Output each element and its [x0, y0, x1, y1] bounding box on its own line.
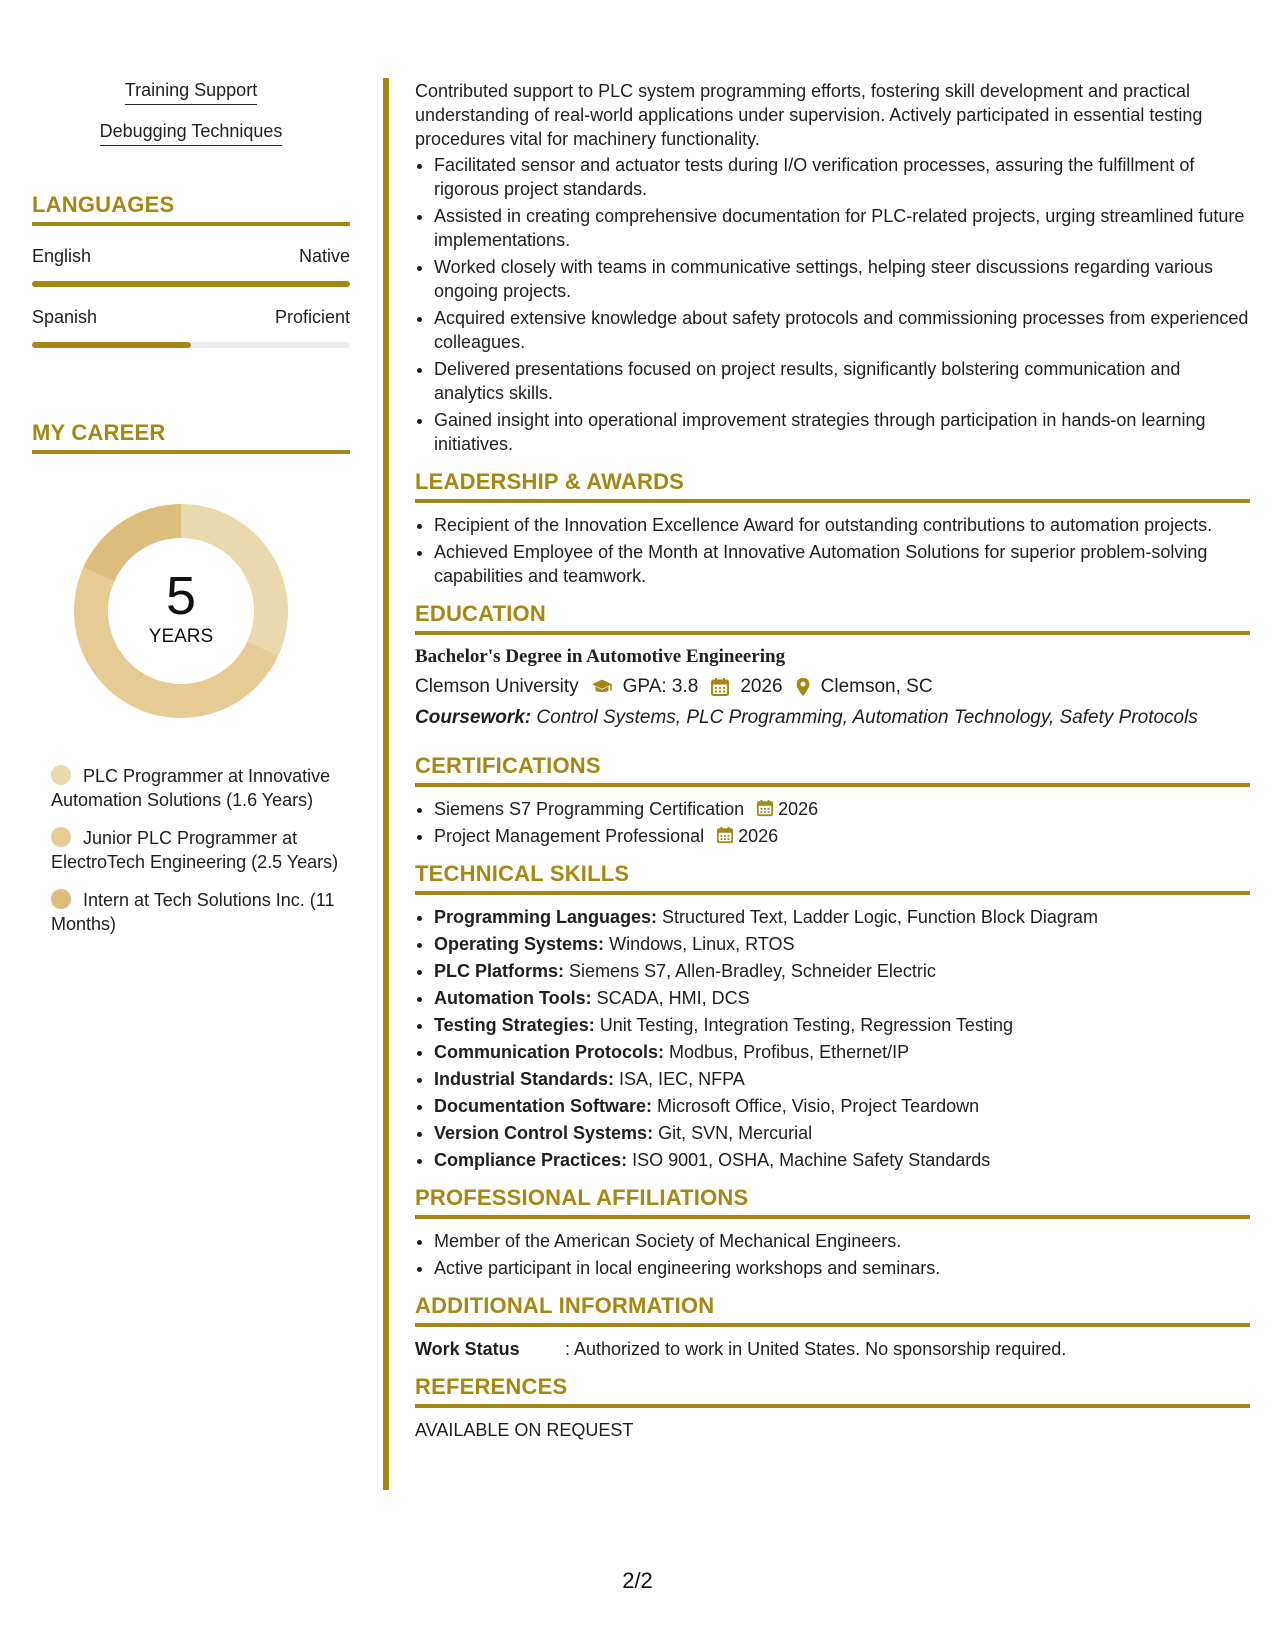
career-legend — [32, 764, 341, 936]
work-status-label: Work Status — [415, 1339, 520, 1359]
calendar-icon — [710, 677, 730, 697]
references-heading: REFERENCES — [415, 1375, 1250, 1408]
list-item: • Assisted in creating comprehensive documentation for PLC-related projects, urging streamlined future implementations. — [434, 204, 1250, 252]
language-level: Proficient — [274, 307, 350, 327]
education-year: 2026 — [740, 676, 783, 697]
legend-dot — [51, 765, 71, 785]
skill-item: • Automation Tools: SCADA, HMI, DCS — [434, 986, 1250, 1010]
list-item: • Member of the American Society of Mechanical Engineers. — [434, 1229, 1250, 1253]
skill-item: Debugging Techniques — [32, 121, 350, 146]
skill-item: Training Support — [32, 80, 350, 105]
list-item: • Facilitated sensor and actuator tests during I/O verification processes, assuring the fulfillment of rigorous project standards. — [434, 153, 1250, 201]
calendar-icon — [756, 799, 774, 817]
languages-heading: LANGUAGES — [32, 192, 350, 226]
calendar-icon — [716, 826, 734, 844]
work-status-row — [415, 1337, 1250, 1361]
skill-item: • PLC Platforms: Siemens S7, Allen-Bradley, Schneider Electric — [434, 959, 1250, 983]
leadership-list — [415, 513, 1250, 588]
education-gpa: GPA: 3.8 — [622, 676, 699, 697]
education-location: Clemson, SC — [820, 676, 933, 697]
language-name: English — [32, 246, 92, 266]
certifications-list — [415, 797, 1250, 848]
technical-skills-heading: TECHNICAL SKILLS — [415, 862, 1250, 895]
skill-item: • Version Control Systems: Git, SVN, Mercurial — [434, 1121, 1250, 1145]
education-degree: Bachelor's Degree in Automotive Engineering — [415, 646, 786, 667]
certification-item: • Project Management Professional 2026 — [434, 824, 1250, 848]
skill-item: • Communication Protocols: Modbus, Profibus, Ethernet/IP — [434, 1040, 1250, 1064]
list-item: • Recipient of the Innovation Excellence Award for outstanding contributions to automation projects. — [434, 513, 1250, 537]
technical-skills-list — [415, 905, 1250, 1172]
experience-summary: Contributed support to PLC system programming efforts, fostering skill development and practical understanding of real-world applications under supervision. Actively participated in essential testing procedures vital for machinery functionality. — [415, 81, 1203, 149]
skill-item: • Programming Languages: Structured Text, Ladder Logic, Function Block Diagram — [434, 905, 1250, 929]
work-status-value: : Authorized to work in United States. No sponsorship required. — [565, 1339, 1067, 1359]
skill-item: • Compliance Practices: ISO 9001, OSHA, Machine Safety Standards — [434, 1148, 1250, 1172]
affiliations-list — [415, 1229, 1250, 1280]
legend-dot — [51, 889, 71, 909]
graduation-cap-icon — [591, 677, 613, 697]
skill-item: • Documentation Software: Microsoft Office, Visio, Project Teardown — [434, 1094, 1250, 1118]
legend-dot — [51, 827, 71, 847]
right-column — [415, 79, 1250, 1442]
certifications-heading: CERTIFICATIONS — [415, 754, 1250, 787]
experience-bullets — [415, 153, 1250, 456]
language-bar-fill — [32, 281, 350, 287]
skill-item: • Industrial Standards: ISA, IEC, NFPA — [434, 1067, 1250, 1091]
language-item — [32, 307, 350, 348]
list-item: • Delivered presentations focused on project results, significantly bolstering communication and analytics skills. — [434, 357, 1250, 405]
language-bar — [32, 281, 350, 287]
list-item: • Worked closely with teams in communicative settings, helping steer discussions regarding various ongoing projects. — [434, 255, 1250, 303]
left-column — [32, 80, 350, 950]
career-donut-chart — [66, 496, 296, 726]
leadership-heading: LEADERSHIP & AWARDS — [415, 470, 1250, 503]
location-pin-icon — [795, 677, 811, 697]
skill-item: • Testing Strategies: Unit Testing, Integration Testing, Regression Testing — [434, 1013, 1250, 1037]
coursework-value: Control Systems, PLC Programming, Automation Technology, Safety Protocols — [536, 707, 1198, 728]
language-name: Spanish — [32, 307, 98, 327]
career-total-unit: YEARS — [148, 626, 214, 647]
additional-info-heading: ADDITIONAL INFORMATION — [415, 1294, 1250, 1327]
language-bar-fill — [32, 342, 191, 348]
language-level: Native — [298, 246, 350, 266]
career-legend-item: PLC Programmer at Innovative Automation Solutions (1.6 Years) — [51, 766, 331, 810]
list-item: • Active participant in local engineering workshops and seminars. — [434, 1256, 1250, 1280]
coursework-label: Coursework: — [415, 707, 532, 728]
education-school: Clemson University — [415, 676, 579, 697]
career-total-years: 5 — [165, 566, 197, 626]
list-item: • Acquired extensive knowledge about safety protocols and commissioning processes from experienced colleagues. — [434, 306, 1250, 354]
affiliations-heading: PROFESSIONAL AFFILIATIONS — [415, 1186, 1250, 1219]
language-item — [32, 246, 350, 287]
skill-item: • Operating Systems: Windows, Linux, RTOS — [434, 932, 1250, 956]
references-text: AVAILABLE ON REQUEST — [415, 1420, 634, 1440]
column-divider — [383, 78, 389, 1490]
language-bar — [32, 342, 350, 348]
education-heading: EDUCATION — [415, 602, 1250, 635]
education-meta — [415, 675, 1250, 699]
certification-item: • Siemens S7 Programming Certification 2026 — [434, 797, 1250, 821]
list-item: • Gained insight into operational improvement strategies through participation in hands-on learning initiatives. — [434, 408, 1250, 456]
donut-center — [66, 568, 296, 648]
career-legend-item: Junior PLC Programmer at ElectroTech Engineering (2.5 Years) — [51, 828, 339, 872]
career-legend-item: Intern at Tech Solutions Inc. (11 Months) — [51, 890, 335, 934]
list-item: • Achieved Employee of the Month at Innovative Automation Solutions for superior problem-solving capabilities and teamwork. — [434, 540, 1250, 588]
education-coursework — [415, 706, 1250, 730]
career-heading: MY CAREER — [32, 420, 350, 454]
page-number: 2/2 — [622, 1568, 653, 1593]
